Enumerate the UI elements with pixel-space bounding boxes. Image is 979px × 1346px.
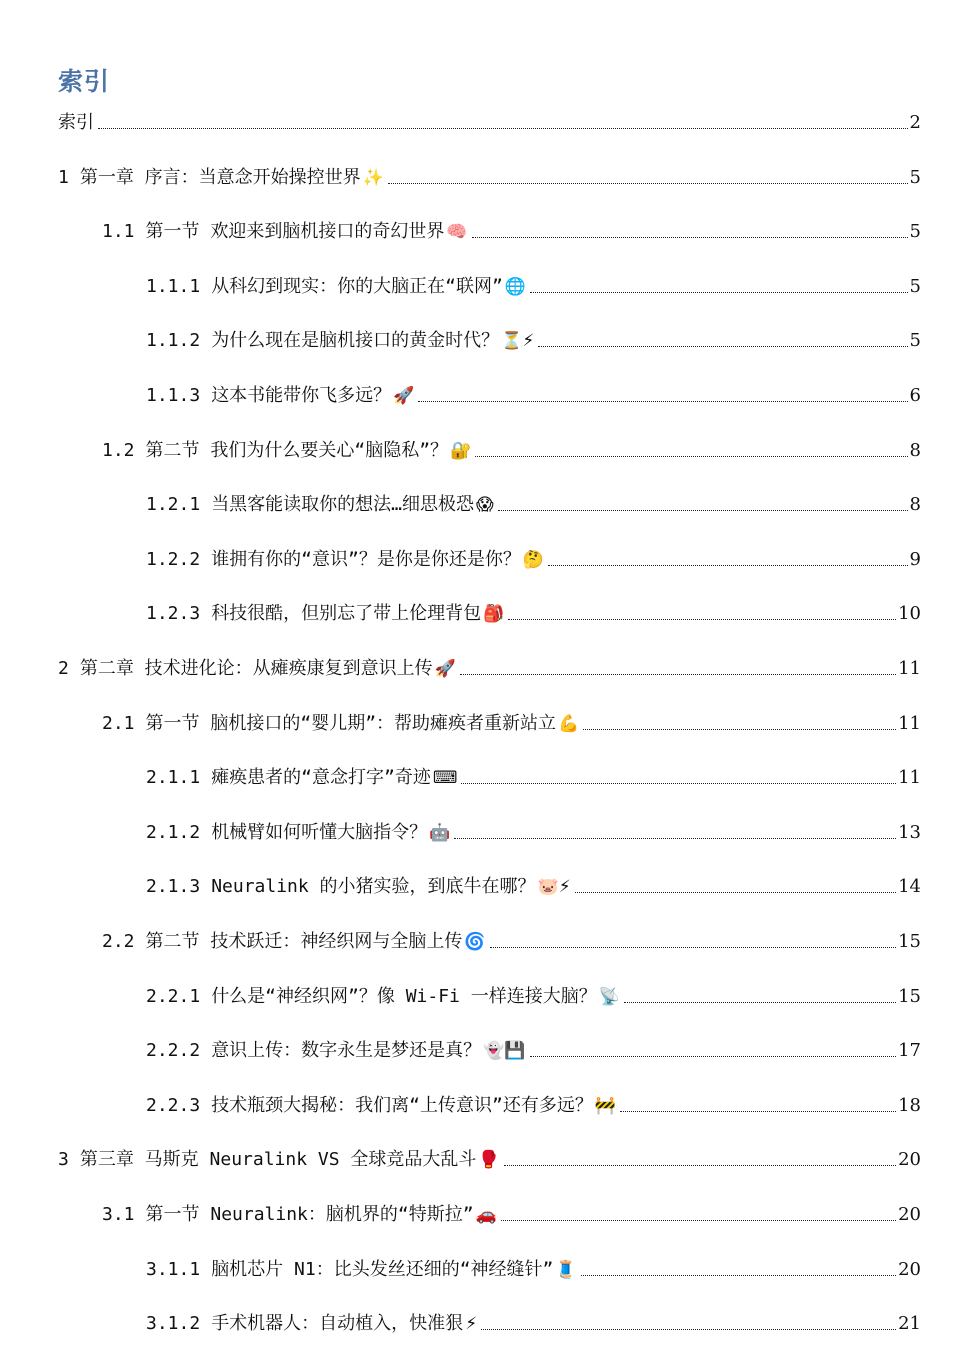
toc-entry[interactable]	[146, 490, 921, 516]
hourglass-lightning-icon: ⏳⚡	[501, 331, 535, 352]
toc-entry[interactable]	[58, 654, 921, 680]
dot-leader	[548, 564, 908, 566]
entry-title: 当黑客能读取你的想法…细思极恐	[211, 494, 475, 516]
entry-number: 3.1.2	[146, 1313, 201, 1335]
entry-number: 2.2.2	[146, 1040, 201, 1062]
toc-entry[interactable]	[146, 1309, 921, 1335]
entry-title: 第三章 马斯克 Neuralink VS 全球竞品大乱斗	[79, 1149, 477, 1171]
entry-number: 2	[58, 658, 69, 679]
dot-leader	[461, 782, 896, 784]
rocket-icon: 🚀	[434, 659, 456, 679]
toc-entry[interactable]	[146, 872, 921, 898]
page-number: 20	[898, 1258, 921, 1280]
page-number: 17	[898, 1040, 921, 1062]
entry-number: 1.1	[102, 221, 135, 243]
page-number: 5	[909, 166, 921, 188]
cyclone-icon: 🌀	[464, 932, 486, 952]
entry-title: 第一节 欢迎来到脑机接口的奇幻世界	[145, 221, 445, 243]
toc-entry[interactable]	[146, 763, 921, 789]
brain-icon: 🧠	[446, 222, 468, 243]
dot-leader	[475, 455, 907, 457]
page-number: 11	[898, 712, 921, 734]
entry-number: 1.2.1	[146, 494, 201, 516]
entry-number: 1.2.2	[146, 548, 201, 570]
lock-key-icon: 🔐	[450, 440, 472, 461]
dot-leader	[418, 400, 907, 402]
dot-leader	[498, 509, 908, 511]
page-number: 13	[898, 821, 921, 843]
dot-leader	[575, 891, 896, 893]
entry-number: 2.1	[102, 712, 135, 734]
entry-number: 1.2	[102, 439, 135, 461]
scream-face-icon: 😱	[476, 495, 494, 516]
page-number: 5	[909, 275, 921, 297]
entry-number: 2.2	[102, 931, 135, 952]
rocket-icon: 🚀	[393, 386, 415, 406]
toc-heading: 索引	[58, 67, 111, 96]
toc-entry[interactable]	[58, 1145, 921, 1171]
page-number: 8	[909, 494, 921, 516]
boxing-glove-icon: 🥊	[478, 1150, 500, 1171]
dot-leader	[620, 1110, 896, 1112]
entry-title: 第二节 技术跃迁：神经织网与全脑上传	[145, 931, 463, 952]
toc-entry[interactable]	[146, 982, 921, 1008]
page-number: 20	[898, 1204, 921, 1225]
toc-entry[interactable]	[146, 818, 921, 844]
robot-icon: 🤖	[429, 822, 451, 843]
page-number: 8	[909, 439, 921, 461]
dot-leader	[490, 946, 897, 948]
dot-leader	[472, 236, 908, 238]
dot-leader	[388, 182, 908, 184]
entry-title: 第一节 Neuralink：脑机界的“特斯拉”	[145, 1204, 474, 1225]
entry-title: 这本书能带你飞多远？	[211, 385, 392, 406]
page-number: 15	[898, 931, 921, 952]
toc-entry[interactable]	[146, 381, 921, 407]
entry-title: Neuralink 的小猪实验，到底牛在哪？	[211, 876, 536, 898]
sparkles-icon: ✨	[362, 167, 384, 188]
entry-title: 意识上传：数字永生是梦还是真？	[211, 1040, 482, 1062]
toc-entry[interactable]	[146, 272, 921, 298]
toc-entry[interactable]	[102, 217, 921, 243]
entry-title: 技术瓶颈大揭秘：我们离“上传意识”还有多远？	[211, 1094, 593, 1116]
page-number: 9	[909, 548, 921, 570]
toc-entry[interactable]	[102, 436, 921, 462]
page-number: 5	[909, 221, 921, 243]
entry-title: 机械臂如何听懂大脑指令？	[211, 821, 428, 843]
dot-leader	[460, 673, 896, 675]
entry-number: 2.2.1	[146, 985, 201, 1007]
page-number: 5	[909, 330, 921, 352]
entry-number: 1.1.2	[146, 330, 201, 352]
entry-title: 瘫痪患者的“意念打字”奇迹	[211, 767, 431, 789]
entry-title: 第一章 序言：当意念开始操控世界	[79, 166, 361, 188]
entry-number: 1	[58, 166, 69, 188]
entry-title: 从科幻到现实：你的大脑正在“联网”	[211, 275, 503, 297]
dot-leader	[504, 1164, 897, 1166]
entry-number: 1.2.3	[146, 603, 201, 625]
entry-number: 3.1	[102, 1204, 135, 1225]
entry-title: 索引	[58, 112, 94, 133]
construction-icon: 🚧	[594, 1095, 617, 1116]
entry-number: 3	[58, 1149, 69, 1171]
toc-entry[interactable]	[102, 1200, 921, 1226]
toc-entry[interactable]	[146, 1091, 921, 1117]
entry-number: 1.1.3	[146, 385, 201, 406]
entry-title: 第二节 我们为什么要关心“脑隐私”？	[145, 439, 449, 461]
thinking-face-icon: 🤔	[522, 549, 545, 570]
entry-number: 2.1.2	[146, 821, 201, 843]
backpack-icon: 🎒	[483, 604, 505, 625]
thread-icon: 🧵	[555, 1259, 577, 1280]
entry-number: 2.1.1	[146, 767, 201, 789]
page-number: 21	[898, 1313, 921, 1335]
entry-title: 第一节 脑机接口的“婴儿期”：帮助瘫痪者重新站立	[145, 712, 557, 734]
entry-title: 脑机芯片 N1：比头发丝还细的“神经缝针”	[211, 1258, 554, 1280]
globe-icon: 🌐	[504, 276, 527, 297]
page-number: 2	[909, 112, 921, 133]
toc-entry[interactable]	[146, 599, 921, 625]
entry-number: 2.1.3	[146, 876, 201, 898]
page-number: 11	[898, 658, 921, 679]
flexed-arm-icon: 💪	[558, 713, 580, 734]
dot-leader	[501, 1219, 896, 1221]
page-number: 20	[898, 1149, 921, 1171]
dot-leader	[481, 1328, 896, 1330]
keyboard-icon: ⌨	[432, 768, 458, 789]
toc-entry[interactable]	[146, 545, 921, 571]
toc-entry[interactable]	[58, 163, 921, 189]
lightning-icon: ⚡	[465, 1314, 478, 1335]
dot-leader	[530, 291, 908, 293]
entry-number: 2.2.3	[146, 1094, 201, 1116]
page-number: 10	[898, 603, 921, 625]
dot-leader	[583, 728, 896, 730]
entry-title: 谁拥有你的“意识”？是你是你还是你？	[211, 548, 521, 570]
entry-title: 为什么现在是脑机接口的黄金时代？	[211, 330, 500, 352]
dot-leader	[530, 1055, 897, 1057]
entry-title: 手术机器人：自动植入，快准狠	[211, 1313, 464, 1335]
page-number: 14	[898, 876, 921, 898]
dot-leader	[581, 1274, 897, 1276]
toc-entry[interactable]	[146, 326, 921, 352]
page-number: 6	[909, 385, 921, 406]
dot-leader	[454, 837, 896, 839]
page-number: 18	[898, 1094, 921, 1116]
entry-title: 科技很酷，但别忘了带上伦理背包	[211, 603, 482, 625]
page-number: 15	[898, 985, 921, 1007]
toc-entry[interactable]	[146, 1255, 921, 1281]
pig-lightning-icon: 🐷⚡	[537, 877, 571, 898]
toc-entry[interactable]	[58, 108, 921, 134]
satellite-antenna-icon: 📡	[598, 986, 620, 1007]
toc-entry[interactable]	[146, 1036, 921, 1062]
toc-entry[interactable]	[102, 709, 921, 735]
dot-leader	[538, 345, 907, 347]
ghost-floppy-icon: 👻💾	[483, 1041, 526, 1062]
dot-leader	[624, 1001, 896, 1003]
entry-number: 1.1.1	[146, 275, 201, 297]
car-icon: 🚗	[475, 1205, 497, 1225]
entry-title: 什么是“神经织网”？像 Wi-Fi 一样连接大脑？	[211, 985, 597, 1007]
dot-leader	[508, 618, 896, 620]
entry-title: 第二章 技术进化论：从瘫痪康复到意识上传	[79, 658, 433, 679]
page-number: 11	[898, 767, 921, 789]
entry-number: 3.1.1	[146, 1258, 201, 1280]
dot-leader	[98, 127, 908, 129]
toc-entry[interactable]	[102, 927, 921, 953]
